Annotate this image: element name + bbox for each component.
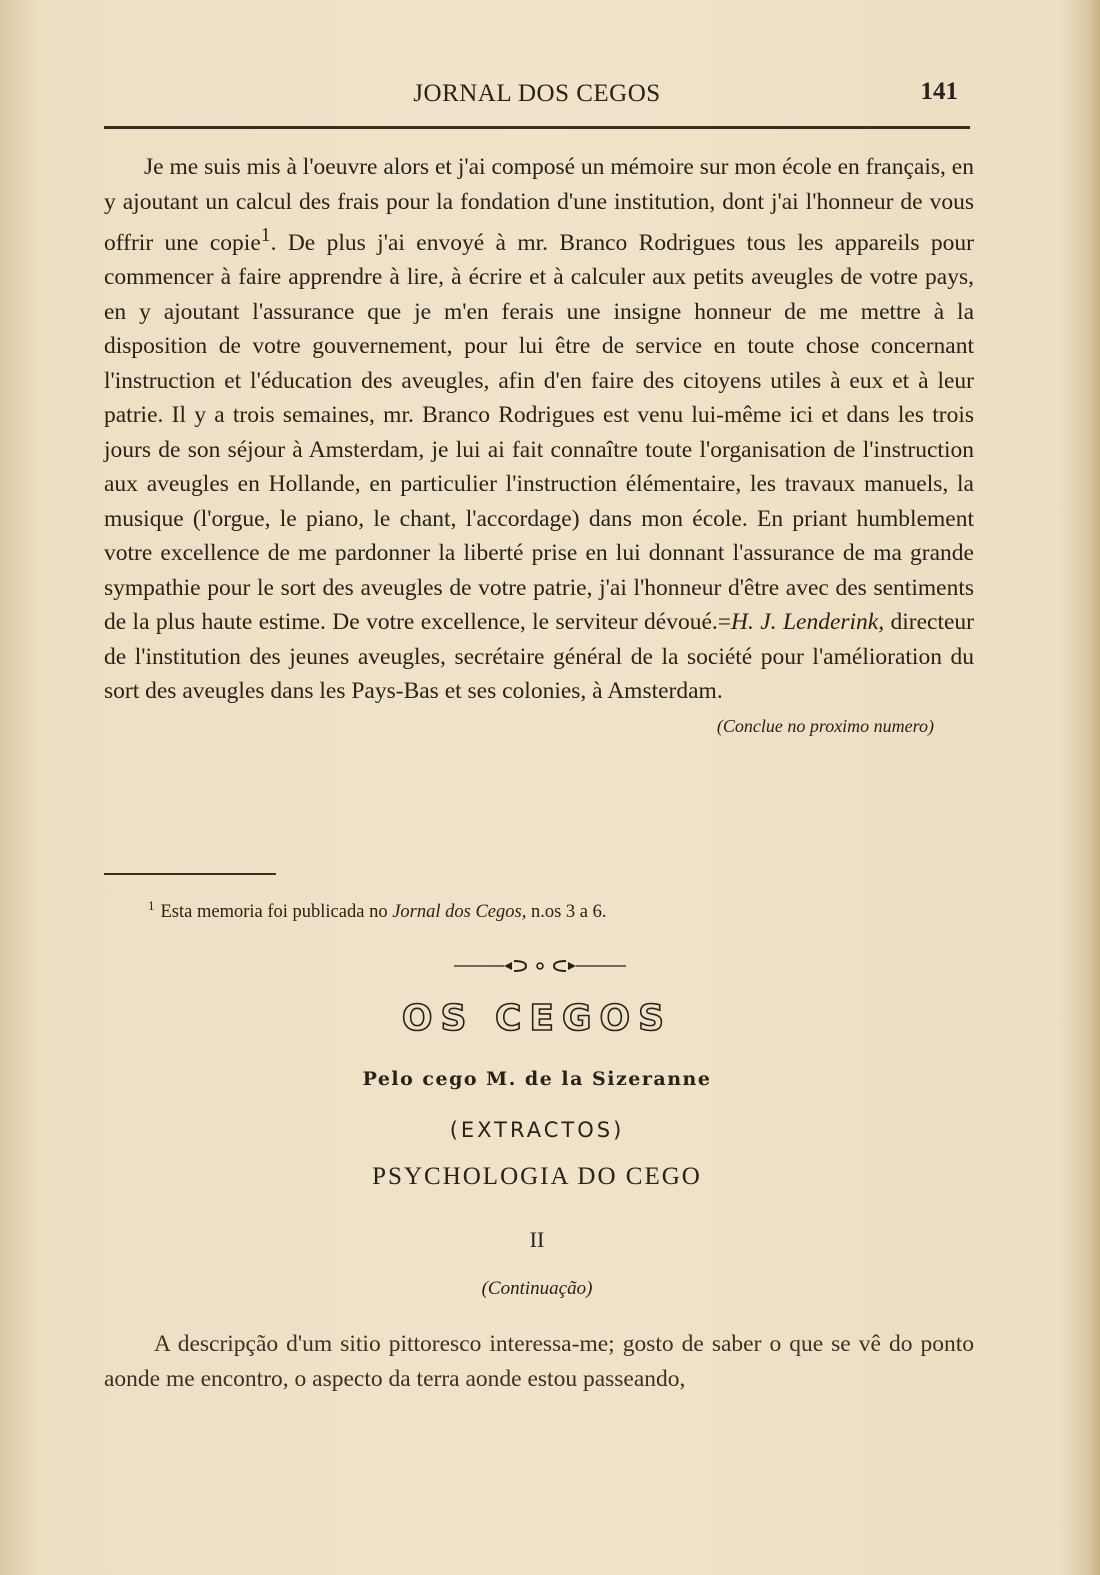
footnote-marker: 1 bbox=[148, 898, 155, 913]
section-title: OS CEGOS bbox=[401, 998, 673, 1039]
section-opening-text bbox=[104, 1327, 974, 1396]
section-subtitle: (EXTRACTOS) bbox=[449, 1118, 625, 1142]
letter-part-1: Je me suis mis à l'oeuvre alors et j'ai composé un mémoire sur mon école en français, en y ajoutant un calcul des frais pour la fondation d'une institution, dont j'ai l'honneur de vous offrir une copie bbox=[104, 154, 974, 256]
page-edge bbox=[1090, 0, 1100, 1575]
letter-part-2: . De plus j'ai envoyé à mr. Branco Rodrigues tous les appareils pour commencer à faire apprendre à lire, à écrire et à calculer aux petits aveugles de votre pays, en y ajoutant l'assurance que je m'en ferais une insigne honneur de me mettre à la disposition de votre gouvernement, pour lui être de service en toute chose concernant l'instruction et l'éducation des aveugles, afin d'en faire des citoyens utiles à eux et à leur patrie. Il y a trois semaines, mr. Branco Rodrigues est venu lui-même ici et dans les trois jours de son séjour à Amsterdam, je lui ai fait connaître toute l'organisation de l'instruction aux aveugles en Hollande, en particulier l'instruction élémentaire, les travaux manuels, la musique (l'orgue, le piano, le chant, l'accordage) dans mon école. En priant humblement votre excellence de me pardonner la liberté prise en lui donnant l'assurance de ma grande sympathie pour le sort des aveugles de votre patrie, j'ai l'honneur d'être avec des sentiments de la plus haute estime. De votre excellence, le serviteur dévoué.= bbox=[104, 229, 974, 636]
footnote-text-after: n.os 3 a 6. bbox=[526, 902, 607, 923]
letter-text bbox=[104, 150, 974, 743]
running-title: JORNAL DOS CEGOS bbox=[413, 80, 661, 107]
opening-paragraph: A descripção d'um sitio pittoresco interessa-me; gosto de saber o que se vê do ponto aonde me encontro, o aspecto da terra aonde estou passeando, bbox=[104, 1331, 974, 1392]
header-rule bbox=[104, 126, 970, 129]
page-number: 141 bbox=[920, 78, 958, 105]
footnote-journal-title: Jornal dos Cegos, bbox=[392, 902, 527, 923]
letter-signature: H. J. Lenderink, bbox=[731, 609, 885, 636]
letter-paragraph bbox=[104, 150, 974, 736]
continuation-note: (Continuação) bbox=[481, 1278, 593, 1299]
section-byline: Pelo cego M. de la Sizeranne bbox=[362, 1068, 712, 1090]
chapter-title: PSYCHOLOGIA DO CEGO bbox=[372, 1163, 702, 1190]
footnote-reference: 1 bbox=[260, 225, 271, 246]
footnote bbox=[148, 898, 948, 923]
letter-part-3: directeur de l'institution des jeunes aveugles, secrétaire général de la société pour l'amélioration du sort des aveugles dans les Pays-Bas et ses colonies, à Amsterdam. bbox=[104, 609, 974, 705]
continued-note: (Conclue no proximo numero) bbox=[716, 715, 934, 736]
footnote-text-before: Esta memoria foi publicada no bbox=[160, 902, 393, 923]
ornament-divider-icon bbox=[454, 956, 626, 976]
chapter-number: II bbox=[529, 1227, 545, 1252]
page-header bbox=[104, 74, 970, 114]
footnote-rule bbox=[104, 873, 276, 875]
